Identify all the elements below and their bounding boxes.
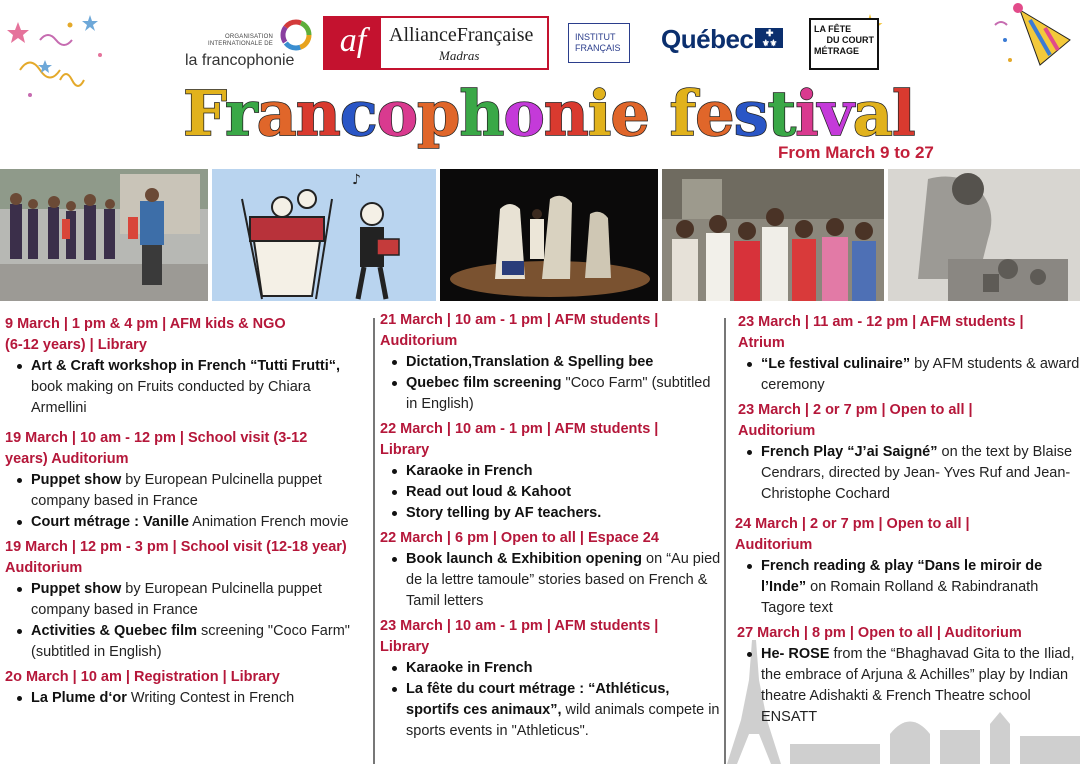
event-list [5, 356, 367, 419]
title-letter: r [224, 77, 257, 150]
event-heading: 23 March | 11 am - 12 pm | AFM students | Atrium [738, 314, 1024, 351]
event-list [735, 354, 1080, 396]
event-heading: 19 March | 12 pm - 3 pm | School visit (12-18 year) Auditorium [5, 539, 347, 576]
event-heading: 27 March | 8 pm | Open to all | Auditorium [737, 625, 1022, 641]
title-letter: s [733, 77, 768, 150]
quebec-text: Québec [661, 24, 754, 54]
fete-line-1: LA FÊTE [814, 24, 852, 34]
festival-title [183, 77, 915, 150]
quebec-flag-icon: ✚ ⚜⚜ [755, 28, 783, 48]
title-letter: o [376, 77, 417, 150]
event-item: Book launch & Exhibition opening on “Au pied de la lettre tamoule” stories based on French & Tamil letters [380, 549, 725, 612]
event-item: Karaoke in French [380, 461, 725, 482]
partner-logos [185, 14, 885, 74]
event-heading: 9 March | 1 pm & 4 pm | AFM kids & NGO (6-12 years) | Library [5, 316, 286, 353]
event-item: Story telling by AF teachers. [380, 503, 725, 524]
event-list [380, 658, 725, 742]
event-list [735, 556, 1080, 619]
svg-text:♪: ♪ [352, 172, 361, 188]
event-item: Art & Craft workshop in French “Tutti Frutti“, book making on Fruits conducted by Chiara Armellini [5, 356, 367, 419]
fete-line-2: DU COURT [826, 35, 874, 45]
event-item: La fête du court métrage : “Athléticus, sportifs ces animaux”, wild animals compete in sports events in "Athleticus". [380, 679, 725, 742]
event-list [735, 442, 1080, 505]
fete-court-metrage-logo [809, 18, 879, 70]
title-letter: n [543, 77, 588, 150]
event-item: French Play “J’ai Saigné” on the text by Blaise Cendrars, directed by Jean- Yves Ruf and Jean-Christophe Cochard [735, 442, 1080, 505]
af-mark: af [325, 18, 381, 68]
event-list [380, 461, 725, 524]
photo-craft-sketch [888, 169, 1080, 301]
title-letter: F [183, 77, 225, 150]
event-item: Puppet show by European Pulcinella puppet company based in France [5, 579, 367, 621]
institut-text: INSTITUT FRANÇAIS [575, 32, 621, 53]
title-letter: t [767, 77, 796, 150]
quebec-logo [661, 24, 783, 55]
francophonie-logo [185, 16, 313, 70]
title-letter: n [295, 77, 340, 150]
title-letter: l [891, 77, 915, 150]
photo-children-group [662, 169, 884, 301]
af-city: Madras [439, 48, 480, 63]
title-letter [649, 77, 670, 150]
event-item: Quebec film screening "Coco Farm" (subtitled in English) [380, 373, 725, 415]
af-name: AllianceFrançaise [389, 24, 534, 46]
title-letter: a [852, 77, 892, 150]
event-item: Dictation,Translation & Spelling bee [380, 352, 725, 373]
title-letter: i [795, 77, 818, 150]
column-divider [373, 318, 375, 764]
title-letter: e [695, 77, 734, 150]
title-letter: v [817, 77, 853, 150]
event-item: Court métrage : Vanille Animation French movie [5, 512, 367, 533]
photo-kids-playing [0, 169, 208, 301]
event-heading: 19 March | 10 am - 12 pm | School visit (3-12 years) Auditorium [5, 430, 308, 467]
fete-line-3: MÉTRAGE [814, 46, 859, 56]
title-letter: o [503, 77, 544, 150]
event-item: Read out loud & Kahoot [380, 482, 725, 503]
event-heading: 23 March | 10 am - 1 pm | AFM students | Library [380, 618, 659, 655]
francophonie-ring-icon [279, 18, 313, 52]
event-item: Karaoke in French [380, 658, 725, 679]
event-heading: 2o March | 10 am | Registration | Library [5, 669, 280, 685]
alliance-francaise-logo [323, 16, 549, 70]
title-letter: a [256, 77, 296, 150]
event-item: “Le festival culinaire” by AFM students & award ceremony [735, 354, 1080, 396]
title-letter: h [459, 77, 504, 150]
photo-theatre-stage [440, 169, 658, 301]
event-item: French reading & play “Dans le miroir de l’Inde” on Romain Rolland & Rabindranath Tagore text [735, 556, 1080, 619]
title-letter: f [669, 77, 696, 150]
party-hat-decoration [990, 0, 1080, 80]
event-item: He- ROSE from the “Bhaghavad Gita to the Iliad, the embrace of Arjuna & Achilles” play by Indian theatre Adishakti & French Theatre school ENSATT [735, 644, 1080, 728]
festival-dates: From March 9 to 27 [778, 143, 934, 162]
event-heading: 21 March | 10 am - 1 pm | AFM students | Auditorium [380, 312, 659, 349]
event-list [5, 579, 367, 663]
photo-strip [0, 169, 1080, 301]
event-item: Activities & Quebec film screening "Coco Farm" (subtitled in English) [5, 621, 367, 663]
photo-puppet-illustration [212, 169, 436, 301]
schedule-column-1 [5, 314, 367, 713]
event-list [380, 549, 725, 612]
title-letter: p [417, 77, 460, 150]
title-letter: c [339, 77, 377, 150]
event-heading: 22 March | 10 am - 1 pm | AFM students | Library [380, 421, 659, 458]
oif-small-text: ORGANISATION INTERNATIONALE DE [208, 34, 273, 47]
event-item: Puppet show by European Pulcinella puppet company based in France [5, 470, 367, 512]
event-list [5, 470, 367, 533]
oif-name: la francophonie [185, 52, 295, 69]
event-list [5, 688, 367, 709]
schedule-column-2 [380, 310, 725, 746]
schedule-column-3 [735, 312, 1080, 732]
title-letter: i [587, 77, 611, 150]
event-heading: 24 March | 2 or 7 pm | Open to all | Auditorium [735, 516, 970, 553]
institut-francais-logo [568, 23, 630, 63]
title-letter: e [610, 77, 649, 150]
event-list [735, 644, 1080, 728]
event-heading: 23 March | 2 or 7 pm | Open to all | Auditorium [738, 402, 973, 439]
event-list [380, 352, 725, 415]
confetti-decoration-left [0, 0, 130, 120]
event-item: La Plume d‘or Writing Contest in French [5, 688, 367, 709]
event-heading: 22 March | 6 pm | Open to all | Espace 24 [380, 530, 659, 546]
